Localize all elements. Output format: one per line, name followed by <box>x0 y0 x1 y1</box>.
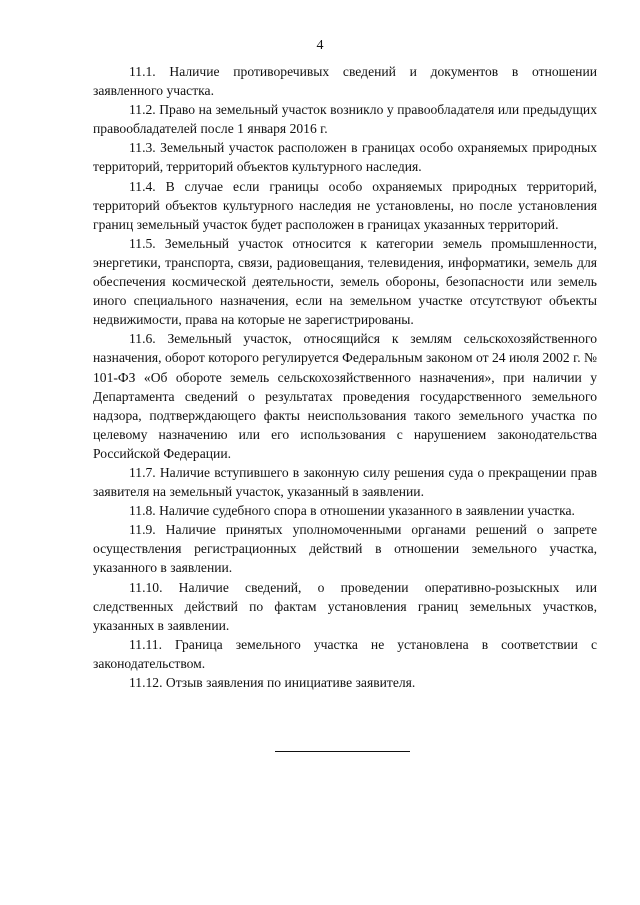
clause-11-4: 11.4. В случае если границы особо охраняемых природных территорий, территорий объектов культурного наследия не установлены, но после установления границ земельный участок будет расположен в границах указанных территорий. <box>93 178 597 232</box>
clause-11-1: 11.1. Наличие противоречивых сведений и документов в отношении заявленного участка. <box>93 64 597 99</box>
page-number: 4 <box>316 38 324 53</box>
clause-11-8: 11.8. Наличие судебного спора в отношении указанного в заявлении участка. <box>129 503 575 519</box>
end-of-document-rule <box>275 751 410 752</box>
clause-11-9: 11.9. Наличие принятых уполномоченными органами решений о запрете осуществления регистрационных действий в отношении земельного участка, указанного в заявлении. <box>93 522 597 576</box>
clause-11-5: 11.5. Земельный участок относится к категории земель промышленности, энергетики, транспорта, связи, радиовещания, телевидения, информатики, земель для обеспечения космической деятельности, земель обороны, безопасности или земель иного специального назначения, если на земельном участке отсутствуют объекты недвижимости, права на которые не зарегистрированы. <box>93 235 597 328</box>
clause-11-10: 11.10. Наличие сведений, о проведении оперативно-розыскных или следственных действий по фактам установления границ земельных участков, указанных в заявлении. <box>93 579 597 633</box>
clause-11-3: 11.3. Земельный участок расположен в границах особо охраняемых природных территорий, территорий объектов культурного наследия. <box>93 140 597 175</box>
clause-11-12: 11.12. Отзыв заявления по инициативе заявителя. <box>129 675 416 690</box>
clause-11-6: 11.6. Земельный участок, относящийся к землям сельскохозяйственного назначения, оборот которого регулируется Федеральным законом от 24 июля 2002 г. № 101-ФЗ «Об обороте земель сельскохозяйственного назначения», при наличии у Департамента сведений о результатах проведения государственного земельного надзора, подтверждающего факты неиспользования такого земельного участка по целевому назначению или его использования с нарушением законодательства Российской Федерации. <box>93 331 597 461</box>
clause-11-2: 11.2. Право на земельный участок возникло у правообладателя или предыдущих правообладателей после 1 января 2016 г. <box>93 102 597 137</box>
clause-11-7: 11.7. Наличие вступившего в законную силу решения суда о прекращении прав заявителя на земельный участок, указанный в заявлении. <box>93 464 597 500</box>
document-body <box>93 62 597 692</box>
clause-11-11: 11.11. Граница земельного участка не установлена в соответствии с законодательством. <box>93 636 597 671</box>
